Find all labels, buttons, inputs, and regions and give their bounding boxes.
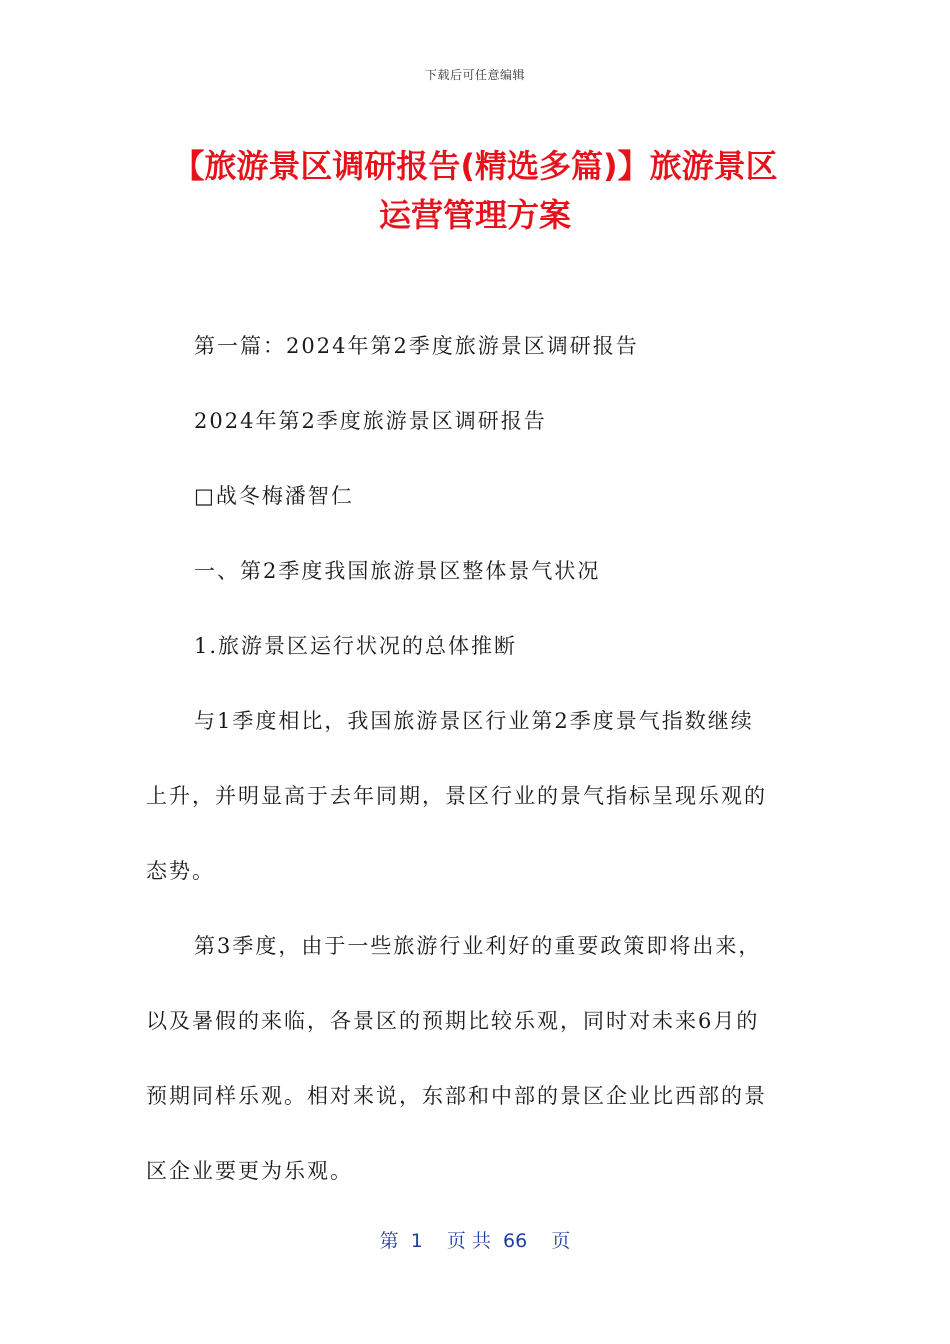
section-heading: 第一篇：2024年第2季度旅游景区调研报告 xyxy=(194,334,639,358)
paragraph-line: 预期同样乐观。相对来说，东部和中部的景区企业比西部的景 xyxy=(146,1084,767,1108)
subsection-heading: 一、第2季度我国旅游景区整体景气状况 xyxy=(194,559,601,583)
authors: □战冬梅潘智仁 xyxy=(194,484,354,508)
paragraph-line: 区企业要更为乐观。 xyxy=(146,1159,353,1183)
paragraph-line: 第3季度，由于一些旅游行业利好的重要政策即将出来， xyxy=(194,934,762,958)
paragraph-line: 上升，并明显高于去年同期，景区行业的景气指标呈现乐观的 xyxy=(146,784,767,808)
report-title: 2024年第2季度旅游景区调研报告 xyxy=(194,409,547,433)
document-title xyxy=(140,142,810,240)
paragraph-line: 以及暑假的来临，各景区的预期比较乐观，同时对未来6月的 xyxy=(146,1009,760,1033)
paragraph-line: 与1季度相比，我国旅游景区行业第2季度景气指数继续 xyxy=(194,709,754,733)
title-line-1: 【旅游景区调研报告(精选多篇)】旅游景区 xyxy=(172,147,778,185)
header-note: 下载后可任意编辑 xyxy=(424,68,525,82)
sub-subsection-heading: 1.旅游景区运行状况的总体推断 xyxy=(194,634,518,658)
title-line-2: 运营管理方案 xyxy=(378,196,571,234)
paragraph-line: 态势。 xyxy=(146,859,215,883)
page-number-footer: 第 1 页 共 66 页 xyxy=(379,1230,571,1252)
